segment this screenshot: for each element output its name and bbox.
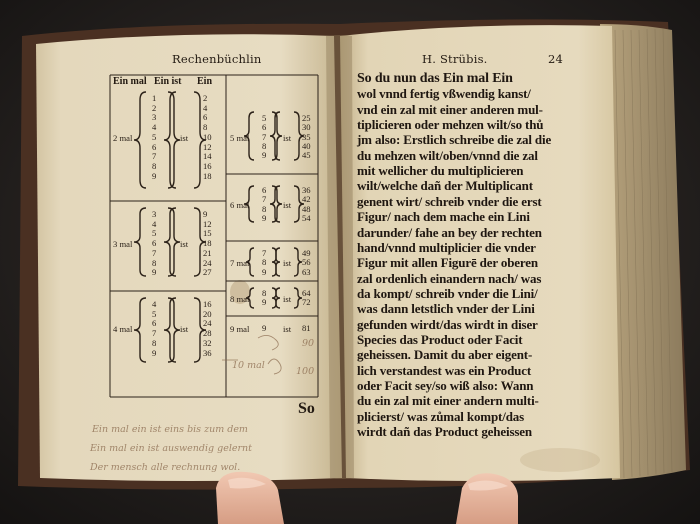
text-line: was dann letstlich vnder der Lini [357,301,535,317]
table-product: 48 [302,203,311,214]
table-factor: 8 [262,140,267,151]
table-ist-word: ist [180,324,189,335]
table-product: 40 [302,140,311,151]
table-ist-word: ist [283,293,292,304]
table-row-label: 3 mal [113,239,133,250]
table-factor: 5 [152,308,157,319]
table-ist-word: ist [283,324,292,334]
left-running-head: Rechenbüchlin [172,52,262,66]
table-factor: 7 [152,247,157,258]
table-product: 4 [203,102,208,113]
table-header-ein-ist: Ein ist [154,76,182,87]
table-factor: 9 [152,170,157,181]
table-product: 15 [203,228,212,239]
table-product: 64 [302,288,311,298]
table-product: 14 [203,151,212,162]
table-product: 12 [203,218,212,229]
handwritten-product: 90 [302,338,315,349]
table-factor: 6 [262,185,267,195]
table-product: 45 [302,150,311,161]
text-line: jm also: Erstlich schreibe die zal die [357,132,552,148]
table-product: 28 [203,328,212,339]
table-factor: 6 [152,141,157,152]
table-product: 18 [203,238,212,249]
marginalia-line-2: Ein mal ein ist auswendig gelernt [90,443,252,454]
table-factor: 4 [152,122,157,133]
table-factor: 8 [262,203,267,214]
text-line: hand/vnnd multiplicier die vnder [357,239,536,255]
table-product: 6 [203,112,208,123]
table-factor: 8 [262,257,267,268]
table-product: 2 [203,93,208,103]
table-factor: 9 [262,323,267,333]
table-factor: 7 [262,248,267,258]
text-line: vnd ein zal mit einer anderen mul- [357,101,543,117]
table-row-label: 7 mal [230,258,250,269]
table-factor: 5 [262,113,267,123]
table-factor: 5 [152,131,157,142]
table-factor: 4 [152,218,157,229]
text-line: du mehzen wilt/oben/vnnd die zal [357,147,538,163]
text-line: darunder/ fahe an bey der rechten [357,224,542,240]
table-row-label: 6 mal [230,199,250,210]
table-factor: 9 [152,267,157,278]
table-factor: 7 [262,194,267,205]
text-line: tiplicieren oder mehzen wilt/so thů [357,117,544,133]
text-line: plicierst/ was zůmal kompt/das [357,408,525,424]
text-line: genent wirt/ schreib vnder die erst [357,193,542,209]
table-product: 24 [203,318,212,329]
text-line: gefunden wirdt/das wirdt in diser [357,316,538,332]
text-line: lich verstandest was ein Product [357,362,532,378]
table-ist-word: ist [283,199,292,210]
text-line: wirdt dañ das Product geheissen [357,424,532,440]
table-row-label: 8 mal [230,293,250,304]
table-product: 18 [203,170,212,181]
table-product: 21 [203,247,212,258]
table-product: 24 [203,257,212,268]
table-factor: 1 [152,93,157,103]
table-factor: 9 [152,347,157,358]
table-ist-word: ist [180,239,189,250]
right-running-head: H. Strübis. [422,52,488,66]
marginalia-line-1: Ein mal ein ist eins bis zum dem [92,424,248,435]
table-header-ein-mal: Ein mal [113,76,147,87]
text-line: Species das Product oder Facit [357,331,523,347]
table-ist-word: ist [283,258,292,269]
table-factor: 6 [152,238,157,249]
catchword: So [298,400,315,417]
table-product: 27 [203,267,212,278]
table-factor: 6 [152,318,157,329]
table-product: 35 [302,131,311,142]
table-factor: 9 [262,266,267,277]
table-factor: 4 [152,299,157,309]
table-factor: 7 [262,131,267,142]
table-factor: 3 [152,209,157,219]
text-line: du ein zal mit einer andern multi- [357,393,539,409]
table-factor: 7 [152,328,157,339]
page-number: 24 [548,52,564,66]
table-factor: 8 [262,288,267,298]
text-line: oder Facit sey/so wiß also: Wann [357,378,534,393]
marginalia-line-3: Der mensch alle rechnung wol. [90,462,241,473]
table-ist-word: ist [180,132,189,143]
handwritten-row-label: 10 mal [232,360,265,371]
text-line: da kompt/ schreib vnder die Lini/ [357,285,538,301]
table-factor: 8 [152,337,157,348]
handwritten-product: 100 [296,366,315,377]
text-line: wol vnnd fertig vßwendig kanst/ [357,86,531,102]
table-factor: 7 [152,151,157,162]
table-factor: 3 [152,112,157,123]
table-factor: 2 [152,102,157,113]
table-product: 10 [203,131,212,142]
text-line: mit wellicher du multiplicieren [357,163,524,179]
table-row-label: 5 mal [230,132,250,143]
table-factor: 9 [262,150,267,161]
table-factor: 5 [152,228,157,239]
table-product: 36 [302,185,311,195]
table-product: 25 [302,113,311,123]
table-product: 63 [302,266,311,277]
table-row-label: 9 mal [230,324,250,334]
text-line: geheissen. Damit du aber eigent- [357,347,533,363]
table-row-label: 2 mal [113,132,133,143]
table-factor: 6 [262,122,267,133]
table-product: 32 [203,337,212,348]
text-line: So du nun das Ein mal Ein [357,71,513,86]
table-product: 56 [302,257,311,268]
table-product: 30 [302,122,311,133]
table-product: 8 [203,122,208,133]
table-product: 54 [302,212,311,223]
table-factor: 8 [152,160,157,171]
table-product: 12 [203,141,212,152]
table-product: 81 [302,323,311,333]
table-ist-word: ist [283,132,292,143]
table-product: 16 [203,160,212,171]
text-line: zal ordenlich einandern nach/ was [357,270,542,286]
table-product: 16 [203,299,212,309]
text-line: wilt/welche dañ der Multiplicant [357,178,533,194]
table-factor: 9 [262,297,267,308]
table-product: 20 [203,308,212,319]
table-product: 42 [302,194,311,205]
table-factor: 9 [262,212,267,223]
table-product: 36 [203,347,212,358]
table-header-ein: Ein [197,76,213,87]
table-row-label: 4 mal [113,324,133,335]
table-product: 49 [302,248,311,258]
table-product: 9 [203,209,208,219]
text-line: Figur/ nach dem mache ein Lini [357,209,530,225]
table-product: 72 [302,297,311,308]
text-line: Figur mit allen Figurē der oberen [357,255,539,271]
table-factor: 8 [152,257,157,268]
